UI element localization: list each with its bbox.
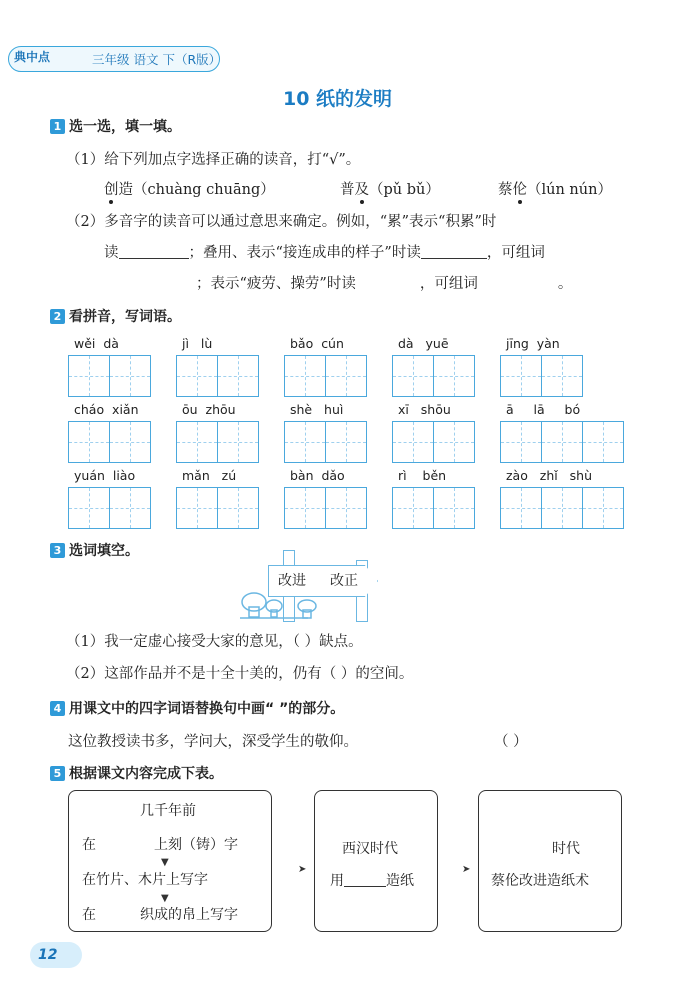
pinyin-label: ā lā bó [506, 402, 581, 417]
section1-q2-line2: 读 ；叠用、表示“接连成串的样子”时读 ，可组词 [104, 245, 545, 261]
pinyin-label: cháo xiǎn [74, 402, 139, 417]
answer-blank[interactable] [96, 837, 154, 851]
writing-cell[interactable] [217, 422, 258, 462]
section4-number: 4 [50, 701, 65, 716]
writing-cell[interactable] [69, 488, 109, 528]
writing-cell[interactable] [325, 422, 366, 462]
writing-cell[interactable] [285, 488, 325, 528]
dotted-char: 及 [354, 182, 369, 198]
pinyin-label: wěi dà [74, 336, 119, 351]
pinyin-label: rì běn [398, 468, 447, 483]
reading-options[interactable]: （chuàng chuāng） [133, 182, 275, 198]
answer-blank[interactable] [104, 276, 196, 290]
section5-number: 5 [50, 766, 65, 781]
box2-line1: 西汉时代 [342, 841, 398, 857]
writing-grid[interactable] [500, 487, 624, 529]
writing-cell[interactable] [69, 422, 109, 462]
writing-cell[interactable] [109, 422, 150, 462]
section2-title: 看拼音，写词语。 [69, 309, 181, 325]
down-arrow-icon: ▼ [161, 857, 169, 868]
writing-grid[interactable] [392, 355, 475, 397]
writing-grid[interactable] [284, 421, 367, 463]
box1-line1: 在 上刻（铸）字 [82, 837, 238, 853]
pinyin-label: shè huì [290, 402, 344, 417]
page-number: 12 [30, 942, 82, 968]
pinyin-label: jì lù [182, 336, 213, 351]
section3-heading [50, 540, 139, 560]
right-arrow-icon: ➤ [298, 864, 307, 875]
down-arrow-icon: ▼ [161, 893, 169, 904]
box1-line3: 在 织成的帛上写字 [82, 907, 238, 923]
pinyin-label: ōu zhōu [182, 402, 236, 417]
section1-q2-line1: （2）多音字的读音可以通过意思来确定。例如，“累”表示“积累”时 [66, 214, 497, 230]
section3-q1: （1）我一定虚心接受大家的意见，（ ）缺点。 [66, 634, 363, 650]
writing-cell[interactable] [541, 488, 582, 528]
section5-heading [50, 763, 223, 783]
writing-cell[interactable] [433, 356, 474, 396]
dotted-char: 创 [104, 182, 119, 198]
writing-cell[interactable] [433, 422, 474, 462]
small-mushroom-icon [295, 598, 325, 620]
section3-number: 3 [50, 543, 65, 558]
answer-blank[interactable] [119, 244, 189, 259]
section4-title: 用课文中的四字词语替换句中画“ ”的部分。 [69, 701, 345, 717]
writing-cell[interactable] [501, 356, 541, 396]
writing-grid[interactable] [176, 421, 259, 463]
writing-grid[interactable] [500, 355, 583, 397]
writing-cell[interactable] [177, 356, 217, 396]
writing-cell[interactable] [217, 488, 258, 528]
reading-options[interactable]: （pǔ bǔ） [369, 182, 440, 198]
pinyin-label: bàn dǎo [290, 468, 345, 483]
answer-blank[interactable] [96, 907, 140, 921]
pinyin-label: yuán liào [74, 468, 136, 483]
reading-options[interactable]: （lún nún） [527, 182, 612, 198]
box1-title: 几千年前 [140, 803, 196, 819]
writing-cell[interactable] [393, 422, 433, 462]
table-box-cai-lun [478, 790, 622, 932]
pinyin-label: bǎo cún [290, 336, 344, 351]
writing-cell[interactable] [582, 422, 623, 462]
brand-logo: 典中点 [14, 50, 51, 64]
box2-line2: 用 造纸 [330, 873, 414, 889]
writing-grid[interactable] [68, 355, 151, 397]
writing-cell[interactable] [393, 356, 433, 396]
writing-grid[interactable] [176, 355, 259, 397]
pinyin-label: dà yuē [398, 336, 449, 351]
table-box-western-han [314, 790, 438, 932]
section3-q2: （2）这部作品并不是十全十美的，仍有（ ）的空间。 [66, 666, 414, 682]
pinyin-label: zào zhǐ shù [506, 468, 593, 483]
writing-grid[interactable] [392, 487, 475, 529]
writing-grid[interactable] [500, 421, 624, 463]
section4-heading [50, 698, 344, 718]
section1-q1: （1）给下列加点字选择正确的读音，打“√”。 [66, 152, 361, 168]
pinyin-choice-2 [340, 178, 440, 199]
section1-number: 1 [50, 119, 65, 134]
grade-label: 三年级 语文 下（R版） [92, 52, 222, 67]
pinyin-label: jīng yàn [506, 336, 560, 351]
writing-cell[interactable] [109, 488, 150, 528]
section2-heading [50, 306, 181, 326]
writing-cell[interactable] [177, 422, 217, 462]
section4-answer-paren[interactable]: （ ） [494, 734, 528, 750]
word-rest: 造 [118, 182, 133, 198]
section1-heading [50, 116, 181, 136]
box3-line2: 蔡伦改进造纸术 [491, 873, 589, 889]
writing-grid[interactable] [68, 487, 151, 529]
section2-number: 2 [50, 309, 65, 324]
section1-q2-line3: ；表示“疲劳、操劳”时读 ，可组词 。 [104, 272, 572, 293]
writing-grid[interactable] [392, 421, 475, 463]
writing-cell[interactable] [541, 356, 582, 396]
writing-cell[interactable] [501, 422, 541, 462]
pinyin-label: xī shōu [398, 402, 451, 417]
writing-cell[interactable] [109, 356, 150, 396]
section1-title: 选一选，填一填。 [69, 119, 181, 135]
box3-line1: 时代 [552, 841, 580, 857]
lesson-title: 10 纸的发明 [282, 88, 393, 110]
pinyin-choice-1 [104, 178, 275, 199]
word-rest: 蔡 [498, 182, 513, 198]
answer-blank[interactable] [344, 872, 386, 887]
writing-cell[interactable] [325, 356, 366, 396]
writing-cell[interactable] [69, 356, 109, 396]
word-choice-2: 改正 [330, 573, 358, 589]
answer-blank[interactable] [478, 276, 558, 290]
right-arrow-icon: ➤ [462, 864, 471, 875]
writing-cell[interactable] [501, 488, 541, 528]
pinyin-choice-3 [498, 178, 612, 199]
word-choice-1: 改进 [278, 573, 306, 589]
writing-cell[interactable] [325, 488, 366, 528]
section3-title: 选词填空。 [69, 543, 139, 559]
writing-cell[interactable] [582, 488, 623, 528]
writing-grid[interactable] [68, 421, 151, 463]
writing-cell[interactable] [217, 356, 258, 396]
writing-cell[interactable] [177, 488, 217, 528]
answer-blank[interactable] [421, 244, 487, 259]
section4-sentence: 这位教授读书多，学问大，深受学生的敬仰。 [68, 734, 358, 750]
writing-cell[interactable] [541, 422, 582, 462]
dotted-char: 伦 [512, 182, 527, 198]
word-rest: 普 [340, 182, 355, 198]
writing-cell[interactable] [433, 488, 474, 528]
section5-title: 根据课文内容完成下表。 [69, 766, 223, 782]
writing-grid[interactable] [284, 355, 367, 397]
writing-grid[interactable] [284, 487, 367, 529]
pinyin-label: mǎn zú [182, 468, 237, 483]
box1-line2: 在竹片、木片上写字 [82, 872, 208, 888]
writing-cell[interactable] [393, 488, 433, 528]
writing-cell[interactable] [285, 422, 325, 462]
writing-cell[interactable] [285, 356, 325, 396]
writing-grid[interactable] [176, 487, 259, 529]
answer-blank[interactable] [356, 276, 420, 290]
